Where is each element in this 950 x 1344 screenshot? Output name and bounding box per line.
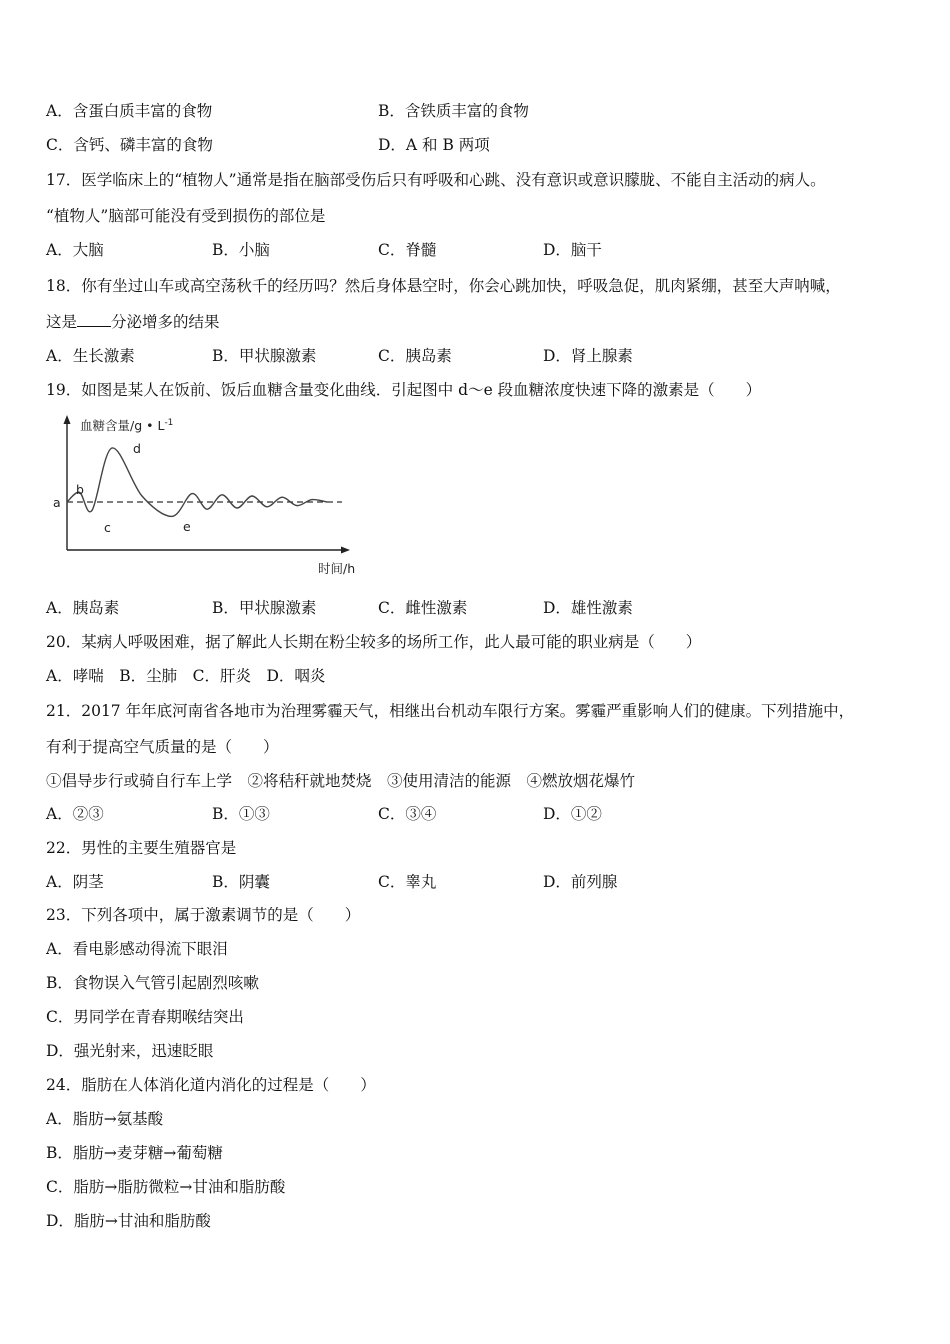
q18-stem-suffix: 分泌增多的结果 <box>111 313 220 331</box>
q22-option-a: A．阴茎 <box>46 873 104 891</box>
point-label-c: c <box>104 520 111 535</box>
q22-option-c: C．睾丸 <box>378 873 437 891</box>
curve-point-13 <box>296 505 297 506</box>
curve-point-4 <box>141 495 142 496</box>
point-label-e: e <box>183 519 191 534</box>
fill-in-blank <box>77 312 111 327</box>
q18-option-d: D．肾上腺素 <box>543 347 633 365</box>
q21-option-c: C．③④ <box>378 805 437 823</box>
curve-point-11 <box>266 506 267 507</box>
q24-option-b: B．脂肪→麦芽糖→葡萄糖 <box>46 1144 223 1162</box>
blood-sugar-curve <box>67 448 327 517</box>
x-axis-arrow <box>341 547 350 554</box>
q24-option-d: D．脂肪→甘油和脂肪酸 <box>46 1212 211 1230</box>
q17-option-a: A．大脑 <box>46 241 104 259</box>
curve-point-5 <box>171 516 172 517</box>
q24-option-c: C．脂肪→脂肪微粒→甘油和脂肪酸 <box>46 1178 286 1196</box>
q16-option-d: D．A 和 B 两项 <box>378 136 490 154</box>
q23-option-d: D．强光射来，迅速眨眼 <box>46 1042 214 1060</box>
y-axis-arrow <box>64 415 71 424</box>
x-axis-label: 时间/h <box>318 561 356 576</box>
curve-point-9 <box>236 507 237 508</box>
q17-option-c: C．脊髓 <box>378 241 437 259</box>
q21-option-d: D．①② <box>543 805 602 823</box>
q17-stem-line1: 17．医学临床上的“植物人”通常是指在脑部受伤后只有呼吸和心跳、没有意识或意识朦胧、不能自主活动的病人。 <box>46 171 826 189</box>
q19-option-a: A．胰岛素 <box>46 599 120 617</box>
curve-point-15 <box>326 501 327 502</box>
q18-option-b: B．甲状腺激素 <box>212 347 317 365</box>
q19-option-c: C．雌性激素 <box>378 599 468 617</box>
y-axis-label: 血糖含量/g • $L^{-1}$ <box>80 418 174 433</box>
q23-stem: 23．下列各项中，属于激素调节的是（ ） <box>46 906 361 924</box>
q20-options: A．哮喘 B．尘肺 C．肝炎 D．咽炎 <box>46 667 326 685</box>
q21-option-a: A．②③ <box>46 805 104 823</box>
q16-option-a: A．含蛋白质丰富的食物 <box>46 102 213 120</box>
q17-stem-line2: “植物人”脑部可能没有受到损伤的部位是 <box>46 207 326 225</box>
q24-option-a: A．脂肪→氨基酸 <box>46 1110 164 1128</box>
curve-point-14 <box>311 499 312 500</box>
point-label-d: d <box>133 441 141 456</box>
q16-option-b: B．含铁质丰富的食物 <box>378 102 529 120</box>
curve-point-8 <box>221 494 222 495</box>
curve-point-2 <box>91 510 92 511</box>
q19-option-b: B．甲状腺激素 <box>212 599 317 617</box>
curve-point-0 <box>66 501 67 502</box>
q18-stem-prefix: 这是 <box>46 313 78 331</box>
q24-stem: 24．脂肪在人体消化道内消化的过程是（ ） <box>46 1076 376 1094</box>
q18-stem-line1: 18．你有坐过山车或高空荡秋千的经历吗？然后身体悬空时，你会心跳加快，呼吸急促，肌肉紧绷，甚至大声呐喊， <box>46 277 841 295</box>
q23-option-b: B．食物误入气管引起剧烈咳嗽 <box>46 974 259 992</box>
curve-point-6 <box>191 493 192 494</box>
q23-option-a: A．看电影感动得流下眼泪 <box>46 940 228 958</box>
q18-stem-line2 <box>46 312 220 332</box>
q22-option-d: D．前列腺 <box>543 873 618 891</box>
q19-option-d: D．雄性激素 <box>543 599 633 617</box>
blood-sugar-chart <box>46 410 366 580</box>
q18-option-a: A．生长激素 <box>46 347 135 365</box>
q18-option-c: C．胰岛素 <box>378 347 452 365</box>
curve-point-3 <box>111 447 112 448</box>
q21-stem-line2: 有利于提高空气质量的是（ ） <box>46 738 279 756</box>
q23-option-c: C．男同学在青春期喉结突出 <box>46 1008 244 1026</box>
q21-stem-line1: 21．2017 年年底河南省各地市为治理雾霾天气，相继出台机动车限行方案。雾霾严重影响人们的健康。下列措施中， <box>46 702 855 720</box>
q21-option-b: B．①③ <box>212 805 270 823</box>
q21-items: ①倡导步行或骑自行车上学 ②将秸秆就地焚烧 ③使用清洁的能源 ④燃放烟花爆竹 <box>46 772 636 790</box>
q22-option-b: B．阴囊 <box>212 873 270 891</box>
curve-point-7 <box>206 509 207 510</box>
q17-option-b: B．小脑 <box>212 241 270 259</box>
point-label-a: a <box>53 495 61 510</box>
q22-stem: 22．男性的主要生殖器官是 <box>46 839 237 857</box>
point-label-b: b <box>76 482 84 497</box>
curve-point-10 <box>251 495 252 496</box>
q19-stem: 19．如图是某人在饭前、饭后血糖含量变化曲线．引起图中 d～e 段血糖浓度快速下降的激素是（ ） <box>46 381 762 399</box>
q20-stem: 20．某病人呼吸困难，据了解此人长期在粉尘较多的场所工作，此人最可能的职业病是（ ） <box>46 633 702 651</box>
curve-point-12 <box>281 497 282 498</box>
q16-option-c: C．含钙、磷丰富的食物 <box>46 136 213 154</box>
q17-option-d: D．脑干 <box>543 241 602 259</box>
